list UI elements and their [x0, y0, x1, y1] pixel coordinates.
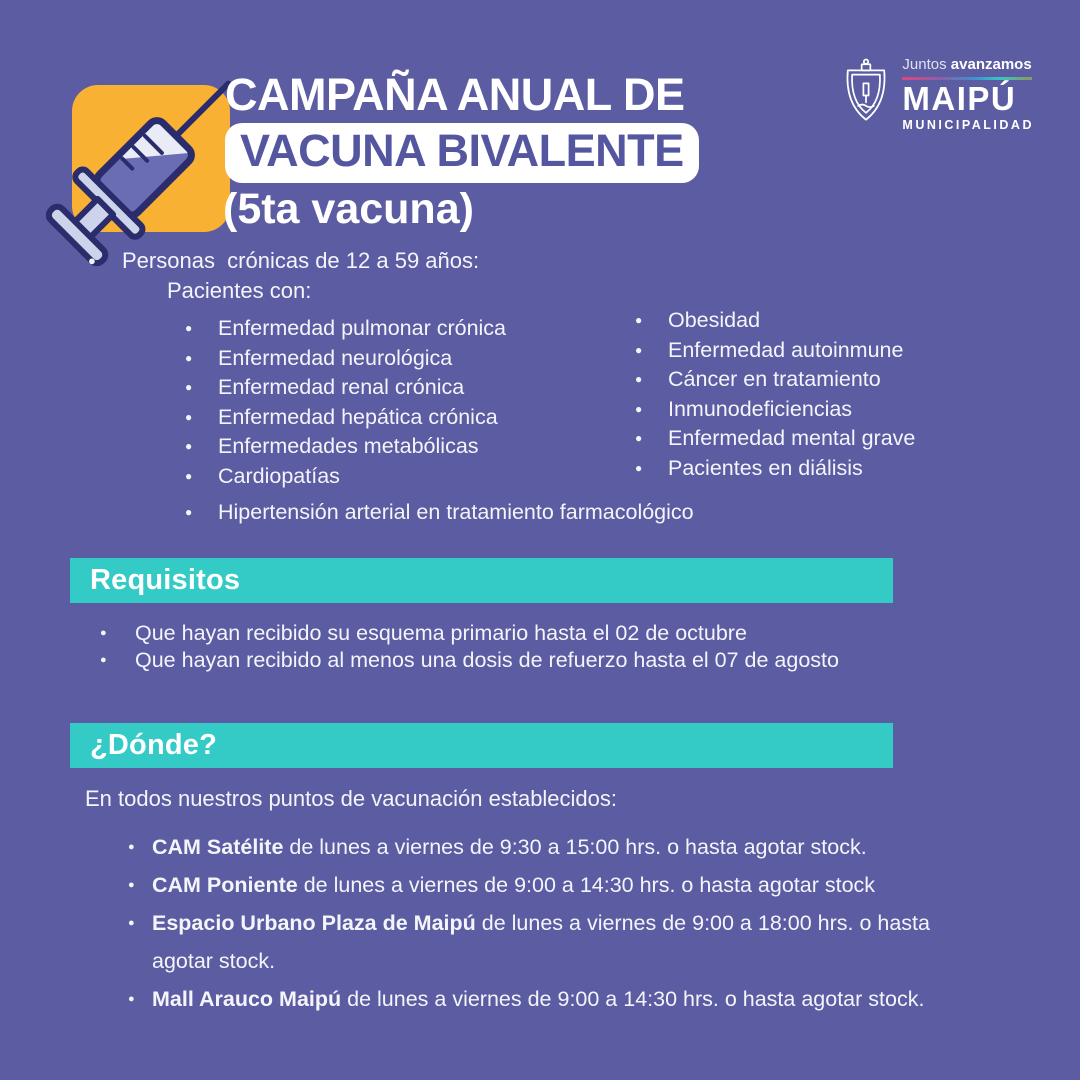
- condition-item: ● Hipertensión arterial en tratamiento farmacológico: [185, 498, 945, 528]
- condition-item: ● Pacientes en diálisis: [635, 454, 1035, 484]
- condition-item: ● Enfermedad renal crónica: [185, 373, 630, 403]
- tagline-light: Juntos: [902, 56, 947, 73]
- condition-item: ● Obesidad: [635, 306, 1035, 336]
- title-line-1: CAMPAÑA ANUAL DE: [225, 69, 685, 120]
- locations-list: [128, 828, 966, 1018]
- campaign-title: [225, 70, 699, 233]
- logo-subtitle: MUNICIPALIDAD: [902, 117, 1034, 132]
- condition-item: ● Enfermedad mental grave: [635, 424, 1035, 454]
- title-line-3: (5ta vacuna): [223, 184, 474, 233]
- maipu-crest-icon: [840, 56, 892, 128]
- logo-text: [902, 56, 1034, 132]
- condition-item: ● Enfermedades metabólicas: [185, 432, 630, 462]
- condition-item: ● Cardiopatías: [185, 462, 630, 492]
- audience-intro: ● Personas crónicas de 12 a 59 años:: [88, 246, 479, 276]
- condition-item: ● Enfermedad hepática crónica: [185, 403, 630, 433]
- condition-item: ● Inmunodeficiencias: [635, 395, 1035, 425]
- location-schedule: de lunes a viernes de 9:00 a 14:30 hrs. o hasta agotar stock.: [341, 987, 925, 1011]
- conditions-list-right: [635, 306, 1035, 483]
- location-name: Espacio Urbano Plaza de Maipú: [152, 911, 476, 935]
- requisitos-list: [100, 620, 920, 674]
- location-schedule: de lunes a viernes de 9:00 a 18:00 hrs. o hasta agotar stock.: [152, 911, 930, 973]
- logo-name: MAIPÚ: [902, 80, 1017, 117]
- location-name: CAM Satélite: [152, 835, 284, 859]
- donde-intro: En todos nuestros puntos de vacunación establecidos:: [85, 786, 618, 811]
- location-name: Mall Arauco Maipú: [152, 987, 342, 1011]
- tagline-bold: avanzamos: [950, 56, 1032, 73]
- condition-item: ● Enfermedad pulmonar crónica: [185, 314, 630, 344]
- location-schedule: de lunes a viernes de 9:00 a 14:30 hrs. o hasta agotar stock: [297, 873, 876, 897]
- logo-tagline: [902, 56, 1034, 74]
- donde-banner: [70, 723, 893, 768]
- location-item: [128, 828, 966, 866]
- conditions-list-full: [185, 498, 945, 528]
- requisitos-banner: [70, 558, 893, 603]
- condition-item: ● Enfermedad autoinmune: [635, 336, 1035, 366]
- title-line-2: VACUNA BIVALENTE: [240, 124, 684, 176]
- audience-subintro: Pacientes con:: [167, 278, 312, 303]
- municipality-logo: [840, 56, 1034, 132]
- location-name: CAM Poniente: [152, 873, 298, 897]
- requisito-item: ● Que hayan recibido al menos una dosis de refuerzo hasta el 07 de agosto: [100, 647, 920, 674]
- location-item: [128, 980, 966, 1018]
- condition-item: ● Cáncer en tratamiento: [635, 365, 1035, 395]
- donde-heading: ¿Dónde?: [90, 729, 218, 761]
- location-item: [128, 866, 966, 904]
- vaccine-name-pill: [225, 123, 699, 183]
- requisito-item: ● Que hayan recibido su esquema primario hasta el 02 de octubre: [100, 620, 920, 647]
- location-schedule: de lunes a viernes de 9:30 a 15:00 hrs. o hasta agotar stock.: [283, 835, 867, 859]
- condition-item: ● Enfermedad neurológica: [185, 344, 630, 374]
- conditions-list-left: [185, 314, 630, 491]
- requisitos-heading: Requisitos: [90, 564, 241, 596]
- location-item: [128, 904, 966, 980]
